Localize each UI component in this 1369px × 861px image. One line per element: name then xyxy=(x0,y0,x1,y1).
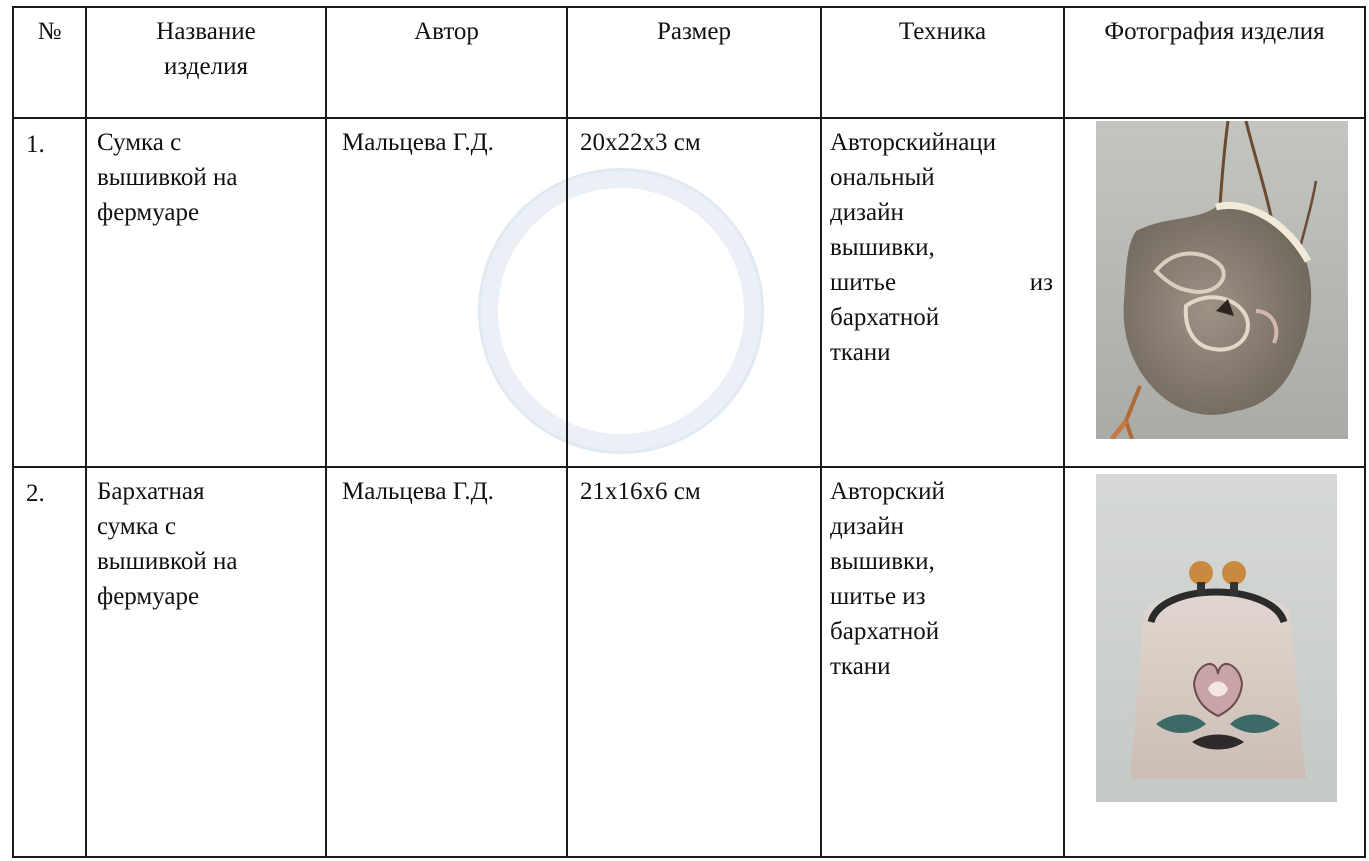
row2-num: 2. xyxy=(13,467,86,857)
row1-author: Мальцева Г.Д. xyxy=(326,118,567,467)
header-row xyxy=(13,7,1365,118)
header-size: Размер xyxy=(567,7,821,118)
header-technique: Техника xyxy=(821,7,1064,118)
row2-name: Бархатная сумка с вышивкой на фермуаре xyxy=(86,467,326,857)
header-author: Автор xyxy=(326,7,567,118)
header-name: Название изделия xyxy=(86,7,326,118)
row2-size: 21х16х6 см xyxy=(567,467,821,857)
row1-num: 1. xyxy=(13,118,86,467)
row1-name: Сумка с вышивкой на фермуаре xyxy=(86,118,326,467)
row1-technique: Авторскийнаци ональный дизайн вышивки, шитье из бархатной ткани xyxy=(821,118,1064,467)
header-num: № xyxy=(13,7,86,118)
bag2-photo xyxy=(1096,474,1337,802)
row2-technique: Авторский дизайн вышивки, шитье из бархатной ткани xyxy=(821,467,1064,857)
row1-size: 20х22х3 см xyxy=(567,118,821,467)
row2-author: Мальцева Г.Д. xyxy=(326,467,567,857)
bag1-photo xyxy=(1096,121,1348,439)
header-photo: Фотография изделия xyxy=(1064,7,1365,118)
